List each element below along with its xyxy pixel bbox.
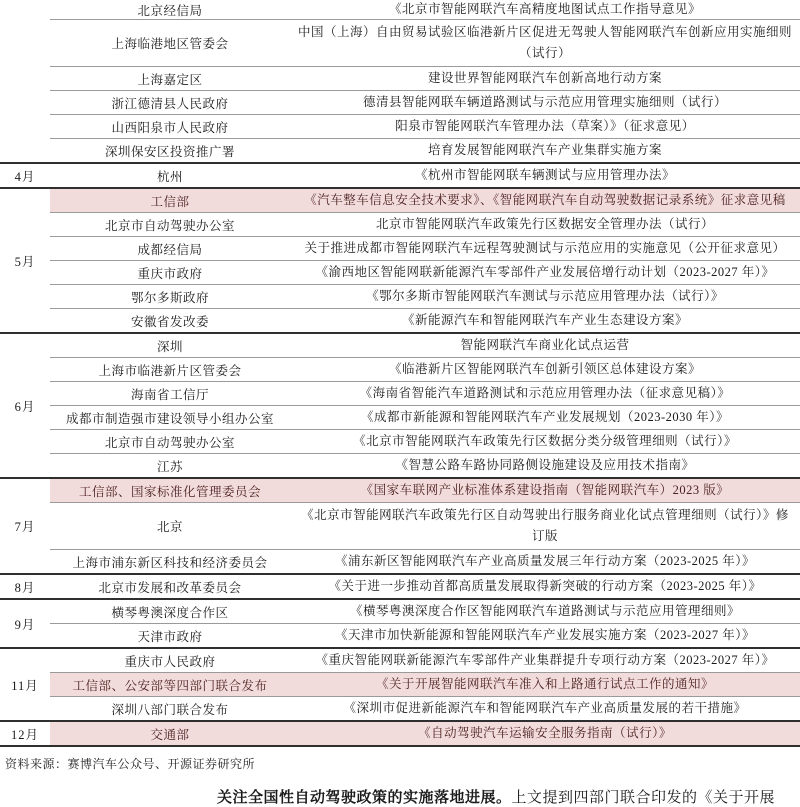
table-row bbox=[50, 308, 800, 332]
table-row bbox=[50, 429, 800, 453]
table-row bbox=[50, 164, 800, 187]
policy-cell: 《鄂尔多斯市智能网联汽车测试与示范应用管理办法（试行）》 bbox=[366, 289, 724, 303]
policy-cell: 《成都市新能源和智能网联汽车产业发展规划（2023-2030 年）》 bbox=[360, 410, 730, 424]
month-group bbox=[0, 162, 800, 187]
table-row bbox=[50, 236, 800, 260]
policy-cell: 《天津市加快新能源和智能网联汽车产业发展实施方案（2023-2027 年）》 bbox=[334, 628, 756, 642]
month-group-rows bbox=[50, 0, 800, 162]
agency-cell: 北京市发展和改革委员会 bbox=[98, 580, 242, 595]
policy-cell: 培育发展智能网联汽车产业集群实施方案 bbox=[427, 143, 662, 157]
agency-cell: 山西阳泉市人民政府 bbox=[111, 120, 229, 135]
agency-cell: 江苏 bbox=[156, 459, 183, 474]
source-note: 资料来源：赛博汽车公众号、开源证券研究所 bbox=[5, 757, 256, 771]
month-group-rows bbox=[50, 479, 800, 573]
month-group bbox=[0, 332, 800, 477]
table-row-highlighted bbox=[50, 722, 800, 745]
agency-cell: 浙江德清县人民政府 bbox=[111, 96, 229, 111]
agency-cell: 工信部、国家标准化管理委员会 bbox=[78, 484, 261, 499]
table-row bbox=[50, 549, 800, 573]
table-row bbox=[50, 114, 800, 138]
agency-cell: 北京 bbox=[156, 520, 183, 534]
policy-cell: 《浦东新区智能网联汽车产业高质量发展三年行动方案（2023-2025 年）》 bbox=[334, 554, 756, 568]
month-label bbox=[0, 0, 50, 162]
agency-cell: 海南省工信厅 bbox=[130, 387, 209, 402]
table-row bbox=[50, 260, 800, 284]
policy-cell: 《关于进一步推动首都高质量发展取得新突破的行动方案（2023-2025 年）》 bbox=[328, 579, 762, 593]
agency-cell: 横琴粤澳深度合作区 bbox=[111, 605, 229, 620]
policy-cell: 《自动驾驶汽车运输安全服务指南（试行）》 bbox=[418, 726, 672, 740]
agency-cell: 上海临港地区管委会 bbox=[111, 37, 229, 51]
policy-cell: 《海南省智能汽车道路测试和示范应用管理办法（征求意见稿）》 bbox=[359, 386, 731, 400]
month-group bbox=[0, 720, 800, 745]
agency-cell: 深圳八部门联合发布 bbox=[111, 702, 229, 717]
paragraph-lead-bold: 关注全国性自动驾驶政策的实施落地进展。 bbox=[217, 790, 512, 806]
agency-cell: 北京市自动驾驶办公室 bbox=[104, 218, 235, 233]
table-row bbox=[50, 649, 800, 672]
agency-cell: 上海嘉定区 bbox=[137, 72, 203, 87]
policy-cell: 中国（上海）自由贸易试验区临港新片区促进无驾驶人智能网联汽车创新应用实施细则（试行） bbox=[297, 25, 792, 60]
month-label: 5月 bbox=[14, 254, 36, 269]
month-group-rows bbox=[50, 722, 800, 745]
agency-cell: 安徽省发改委 bbox=[130, 314, 209, 329]
month-label: 11月 bbox=[11, 678, 39, 693]
month-group bbox=[0, 0, 800, 162]
policy-cell: 《汽车整车信息安全技术要求》、《智能网联汽车自动驾驶数据记录系统》征求意见稿 bbox=[304, 193, 786, 207]
agency-cell: 交通部 bbox=[150, 727, 190, 742]
table-row bbox=[50, 334, 800, 357]
agency-cell: 天津市政府 bbox=[137, 629, 203, 644]
month-group bbox=[0, 187, 800, 332]
agency-cell: 上海市临港新片区管委会 bbox=[98, 363, 242, 378]
table-row bbox=[50, 90, 800, 114]
agency-cell: 北京经信局 bbox=[137, 3, 203, 18]
policy-cell: 《关于开展智能网联汽车准入和上路通行试点工作的通知》 bbox=[375, 677, 714, 691]
policy-cell: 《智慧公路车路协同路侧设施建设及应用技术指南》 bbox=[395, 458, 695, 472]
table-row bbox=[50, 623, 800, 647]
table-row bbox=[50, 66, 800, 90]
month-group-rows bbox=[50, 164, 800, 187]
agency-cell: 成都市制造强市建设领导小组办公室 bbox=[65, 411, 274, 426]
month-group bbox=[0, 477, 800, 573]
agency-cell: 深圳保安区投资推广署 bbox=[104, 144, 235, 159]
policy-cell: 智能网联汽车商业化试点运营 bbox=[460, 338, 630, 352]
agency-cell: 工信部、公安部等四部门联合发布 bbox=[72, 678, 268, 693]
table-row-highlighted bbox=[50, 672, 800, 696]
policy-cell: 《北京市智能网联汽车政策先行区自动驾驶出行服务商业化试点管理细则（试行）》修订版 bbox=[301, 508, 789, 543]
table-row bbox=[50, 600, 800, 623]
table-row bbox=[50, 405, 800, 429]
table-row bbox=[50, 284, 800, 308]
agency-cell: 北京市自动驾驶办公室 bbox=[104, 435, 235, 450]
policy-cell: 《北京市智能网联汽车政策先行区数据分类分级管理细则（试行）》 bbox=[353, 434, 737, 448]
agency-cell: 工信部 bbox=[150, 194, 190, 209]
table-row bbox=[50, 0, 800, 19]
table-row bbox=[50, 212, 800, 236]
month-label: 6月 bbox=[14, 399, 36, 414]
month-group-rows bbox=[50, 334, 800, 477]
agency-cell: 成都经信局 bbox=[137, 242, 203, 257]
agency-cell: 深圳 bbox=[156, 339, 183, 354]
month-group-rows bbox=[50, 575, 800, 598]
agency-cell: 重庆市人民政府 bbox=[124, 654, 216, 669]
table-row bbox=[50, 696, 800, 720]
policy-cell: 《重庆智能网联新能源汽车零部件产业集群提升专项行动方案（2023-2027 年）》 bbox=[315, 653, 775, 667]
policy-cell: 《横琴粤澳深度合作区智能网联汽车道路测试与示范应用管理细则》 bbox=[349, 604, 740, 618]
policy-cell: 《北京市智能网联汽车高精度地图试点工作指导意见》 bbox=[388, 2, 701, 16]
table-row bbox=[50, 19, 800, 66]
month-group-rows bbox=[50, 189, 800, 332]
policy-cell: 《临港新片区智能网联汽车创新引领区总体建设方案》 bbox=[388, 362, 701, 376]
body-paragraph bbox=[0, 786, 800, 807]
agency-cell: 上海市浦东新区科技和经济委员会 bbox=[72, 555, 268, 570]
month-group bbox=[0, 598, 800, 647]
policy-cell: 《深圳市促进新能源汽车和智能网联汽车产业高质量发展的若干措施》 bbox=[343, 701, 747, 715]
policy-cell: 阳泉市智能网联汽车管理办法（草案）》（征求意见） bbox=[395, 119, 695, 133]
policy-cell: 《国家车联网产业标准体系建设指南（智能网联汽车）2023 版》 bbox=[360, 483, 730, 497]
month-label: 8月 bbox=[14, 580, 36, 595]
agency-cell: 鄂尔多斯政府 bbox=[130, 290, 209, 305]
agency-cell: 重庆市政府 bbox=[137, 266, 203, 281]
table-row bbox=[50, 502, 800, 549]
month-label: 12月 bbox=[10, 727, 39, 742]
paragraph-rest: 上文提到四部门联合印发的《关于开展 bbox=[511, 790, 776, 806]
table-row bbox=[50, 381, 800, 405]
policy-cell: 北京市智能网联汽车政策先行区数据安全管理办法（试行） bbox=[375, 217, 714, 231]
month-group bbox=[0, 647, 800, 720]
policy-cell: 建设世界智能网联汽车创新高地行动方案 bbox=[427, 71, 662, 85]
agency-cell: 杭州 bbox=[156, 169, 183, 184]
policy-cell: 德清县智能网联车辆道路测试与示范应用管理实施细则（试行） bbox=[362, 95, 727, 109]
policy-cell: 关于推进成都市智能网联汽车远程驾驶测试与示范应用的实施意见（公开征求意见） bbox=[304, 241, 786, 255]
policy-cell: 《杭州市智能网联车辆测试与应用管理办法》 bbox=[414, 168, 675, 182]
table-row bbox=[50, 357, 800, 381]
table-row-highlighted bbox=[50, 479, 800, 502]
month-label: 4月 bbox=[14, 169, 36, 184]
month-group-rows bbox=[50, 600, 800, 647]
table-row bbox=[50, 138, 800, 162]
policy-cell: 《新能源汽车和智能网联汽车产业生态建设方案》 bbox=[401, 313, 688, 327]
month-label: 7月 bbox=[14, 520, 36, 534]
month-group bbox=[0, 573, 800, 598]
month-group-rows bbox=[50, 649, 800, 720]
month-label: 9月 bbox=[14, 617, 36, 632]
table-row bbox=[50, 575, 800, 598]
table-row bbox=[50, 453, 800, 477]
policy-cell: 《渝西地区智能网联新能源汽车零部件产业发展倍增行动计划（2023-2027 年）》 bbox=[315, 265, 775, 279]
table-row-highlighted bbox=[50, 189, 800, 212]
